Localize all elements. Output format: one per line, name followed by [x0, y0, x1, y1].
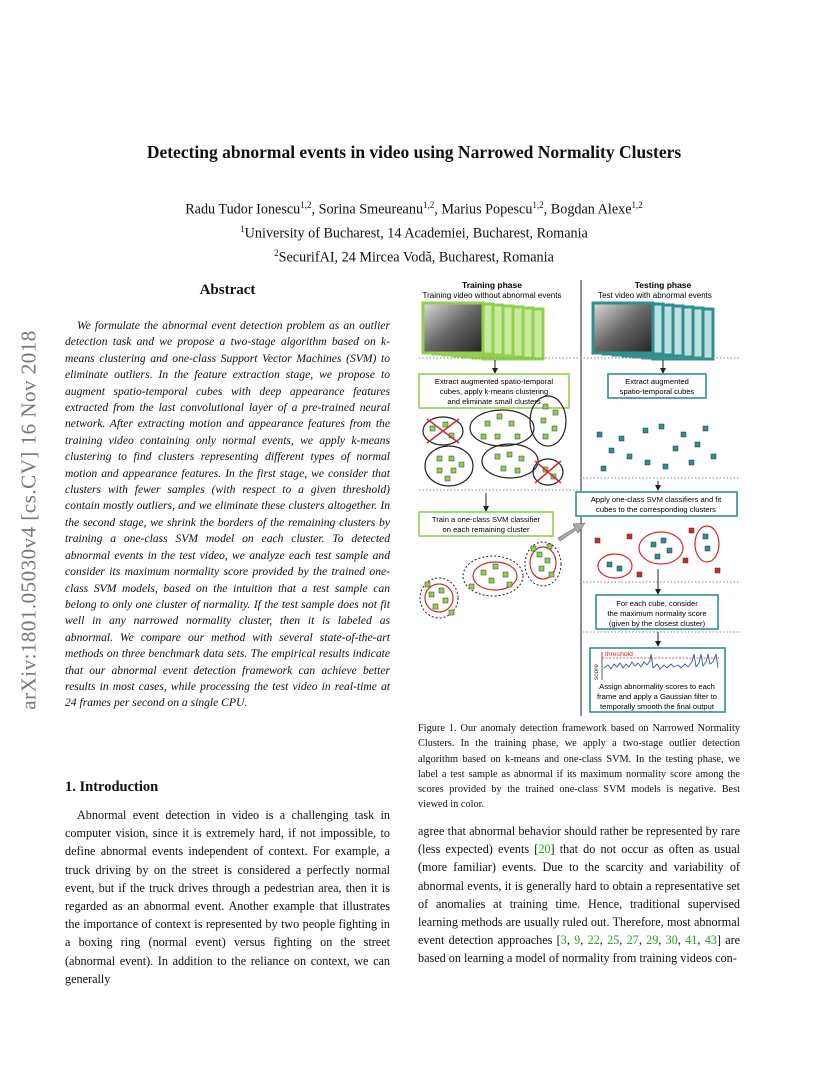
- citation-link[interactable]: 22: [587, 933, 600, 948]
- abstract-heading: Abstract: [199, 282, 256, 298]
- author-name: Bogdan Alexe: [550, 201, 632, 218]
- paper-title: Detecting abnormal events in video using Narrowed Normality Clusters: [146, 142, 682, 162]
- eliminated-cluster-marks: [427, 419, 561, 483]
- author-name: Marius Popescu: [441, 201, 533, 218]
- threshold-label: threshold: [605, 651, 633, 658]
- citation-link[interactable]: 43: [704, 933, 717, 948]
- train-title: Training phase: [462, 280, 522, 290]
- svg-text:on each remaining cluster: on each remaining cluster: [442, 525, 530, 534]
- citation-link[interactable]: 3: [560, 933, 567, 948]
- svg-text:the maximum normality score: the maximum normality score: [607, 609, 707, 618]
- arxiv-stamp: [7, 280, 51, 760]
- citation-link[interactable]: 9: [574, 933, 581, 948]
- citation-link[interactable]: 27: [626, 933, 639, 948]
- citation-link[interactable]: 20: [538, 842, 551, 857]
- author-name: Radu Tudor Ionescu: [185, 201, 301, 218]
- score-axis-label: score: [593, 664, 600, 680]
- svg-text:cubes to the corresponding clu: cubes to the corresponding clusters: [596, 505, 716, 514]
- svg-text:and eliminate small clusters: and eliminate small clusters: [447, 397, 541, 406]
- author-affil: 1,2: [631, 200, 643, 210]
- test-video-stack: [593, 303, 713, 359]
- svg-text:Train a one-class SVM classifi: Train a one-class SVM classifier: [431, 515, 541, 524]
- author-affil: 1,2: [423, 200, 435, 210]
- test-subtitle: Test video with abnormal events: [598, 291, 712, 300]
- train-svm-points: [425, 544, 554, 615]
- svg-text:spatio-temporal cubes: spatio-temporal cubes: [619, 387, 695, 396]
- svg-text:Assign abnormality scores to e: Assign abnormality scores to each: [599, 682, 715, 691]
- train-clusters: [423, 396, 566, 486]
- svg-text:temporally smooth the final ou: temporally smooth the final output: [600, 702, 714, 711]
- intro-heading: 1. Introduction: [65, 779, 159, 795]
- author-line: Radu Tudor Ionescu$^{1,2}$, Sorina Smeureanu$^{1,2}$, Marius Popescu$^{1,2}$, Bogdan Alexe$^{1,2}$: [185, 200, 643, 218]
- citation-link[interactable]: 25: [607, 933, 620, 948]
- svg-text:(given by the closest cluster): (given by the closest cluster): [608, 619, 706, 628]
- train-subtitle: Training video without abnormal events: [422, 291, 562, 300]
- intro-text-right: agree that abnormal behavior should rather be represented by rare (less expected) events [20] that do not occur as often as usual (more familiar) events. Due to the scarcity and variability of abnormal events, it is generally hard to obtain a representative set of anomalies at training time. Hence, traditional supervised learning methods are usually ruled out. Therefore, most abnormal event detection approaches [3, 9, 22, 25, 27, 29, 30, 41, 43] are based on learning a model of normality from training videos con-: [418, 824, 741, 966]
- test-title: Testing phase: [634, 280, 692, 290]
- svg-text:frame and apply a Gaussian fil: frame and apply a Gaussian filter to: [597, 692, 717, 701]
- train-video-stack: [423, 303, 543, 359]
- intro-text: Abnormal event detection in video is a challenging task in computer vision, since it is extremely hard, if not impossible, to define abnormal events independent of context. For example, a truck driving by on the street is considered a perfectly normal event, but if the truck drives through a pedestrian area, then it is regarded as an abnormal event. Another example that illustrates the importance of context is represented by two people fighting in a boxing ring (normal event) versus fighting on the street (abnormal event). In addition to the reliance on context, we can generally: [65, 808, 390, 986]
- figure-1-caption: Figure 1. Our anomaly detection framework based on Narrowed Normality Clusters. In the training phase, we apply a two-stage outlier detection algorithm based on k-means and one-class SVM. In the testing phase, we label a test sample as abnormal if its maximum normality score among the scores provided by the trained one-class SVM models is negative. Best viewed in color.: [418, 723, 740, 811]
- svg-text:Apply one-class SVM classifier: Apply one-class SVM classifiers and fit: [590, 495, 722, 504]
- svg-text:Extract augmented: Extract augmented: [625, 377, 689, 386]
- citation-link[interactable]: 41: [685, 933, 698, 948]
- author-affil: 1,2: [300, 200, 312, 210]
- abstract-text: We formulate the abnormal event detection problem as an outlier detection task and we propose a two-stage algorithm based on k-means clustering and one-class Support Vector Machines (SVM) to eliminate outliers. In the feature extraction stage, we propose to augment spatio-temporal cubes with deep appearance features extracted from the last convolutional layer of a pre-trained neural network. After extracting motion and appearance features from the training video containing only normal events, we apply k-means clustering to find clusters representing different types of normal motion and appearance features. In the first stage, we consider that clusters with fewer samples (with respect to a given threshold) contain mostly outliers, and we eliminate these clusters altogether. In the second stage, we shrink the borders of the remaining clusters by training a one-class SVM model on each cluster. To detected abnormal events in the test video, we analyze each test sample and consider its maximum normality score provided by the trained one-class SVM models, based on the intuition that a test sample can belong to only one cluster of normality. If the test sample does not fit well in any narrowed normality cluster, then it is labeled as abnormal. We compare our method with several state-of-the-art methods on three benchmark data sets. The empirical results indicate that our abnormal event detection framework can achieve better results in most cases, while processing the test video in real-time at 24 frames per second on a single CPU.: [65, 319, 390, 710]
- citation-link[interactable]: 29: [646, 933, 659, 948]
- author-affil: 1,2: [532, 200, 544, 210]
- affiliation-2: $^2$SecurifAI, 24 Mircea Vodă, Bucharest, Romania: [274, 248, 554, 267]
- author-block: [0, 196, 828, 269]
- svg-text:For each cube, consider: For each cube, consider: [616, 599, 698, 608]
- author-name: Sorina Smeureanu: [318, 201, 424, 218]
- figure-1-diagram: [415, 276, 745, 718]
- svg-text:cubes, apply k-means clusterin: cubes, apply k-means clustering: [439, 387, 549, 396]
- svg-text:Extract augmented spatio-tempo: Extract augmented spatio-temporal: [434, 377, 554, 386]
- citation-link[interactable]: 30: [665, 933, 678, 948]
- affiliation-1: $^1$University of Bucharest, 14 Academiei, Bucharest, Romania: [240, 224, 588, 242]
- test-points: [597, 424, 716, 471]
- arxiv-stamp-text: arXiv:1801.05030v4 [cs.CV] 16 Nov 2018: [16, 330, 41, 710]
